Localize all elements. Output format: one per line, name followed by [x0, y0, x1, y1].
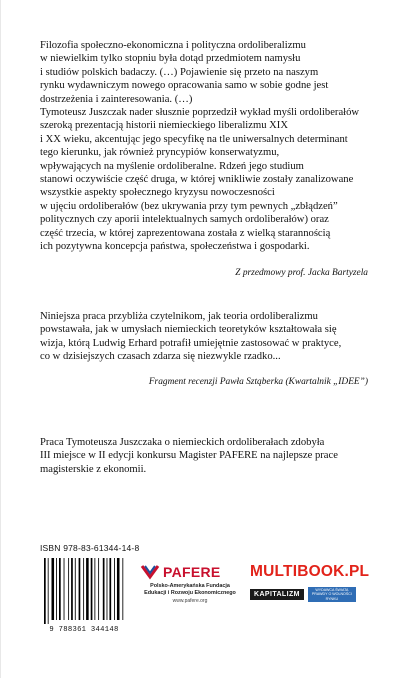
quote-line: w ujęciu ordoliberałów (bez ukrywania przy tym pewnych „zbłądzeń”: [40, 200, 338, 212]
barcode-bar: [94, 558, 95, 620]
page-edge: [0, 0, 1, 678]
award-line: Praca Tymoteusza Juszczaka o niemieckich ordoliberałach zdobyła: [40, 437, 325, 448]
barcode-bar: [122, 558, 123, 620]
quote-line: dostrzeżenia i zainteresowania. (…): [40, 93, 193, 105]
quote-line: ich pozytywna koncepcja państwa, społeczeństwa i gospodarki.: [40, 241, 310, 253]
barcode-bar: [44, 558, 46, 624]
preface-attribution: Z przedmowy prof. Jacka Bartyzela: [235, 268, 368, 278]
barcode-bar: [107, 558, 108, 620]
review-line: wizja, którą Ludwig Erhard potrafił umiejętnie zastosować w praktyce,: [40, 337, 342, 349]
barcode-bar: [59, 558, 61, 620]
barcode-bar: [109, 558, 111, 620]
quote-line: szeroką prezentacją historii niemieckiego liberalizmu XIX: [40, 120, 288, 132]
quote-line: wszystkie aspekty społecznego kryzysu nowoczesności: [40, 187, 275, 199]
award-line: III miejsce w II edycji konkursu Magister PAFERE na najlepsze prace: [40, 450, 338, 462]
quote-line: część trzecia, w której zaprezentowana została z wielką starannością: [40, 227, 331, 239]
barcode-bar: [79, 558, 81, 620]
barcode-bar: [48, 558, 49, 624]
barcode: [40, 556, 128, 640]
pafere-logo: [140, 563, 240, 604]
review-line: powstawała, jak w umysłach niemieckich teoretyków kształtowała się: [40, 324, 337, 336]
review-line: co w dzisiejszych czasach zdarza się niezwykle rzadko...: [40, 351, 281, 363]
barcode-bar: [68, 558, 69, 620]
quote-line: tego kierunku, jak również pryncypiów konserwatyzmu,: [40, 147, 280, 159]
quote-line: i XX wieku, akcentując jego specyfikę na tle uniwersalnych determinant: [40, 133, 348, 145]
intro-quote: [40, 39, 370, 254]
pafere-name: PAFERE: [163, 564, 221, 580]
pafere-subtitle-line: Edukacji i Rozwoju Ekonomicznego: [144, 590, 236, 596]
multibook-logo: [250, 563, 380, 602]
barcode-bar: [83, 558, 84, 620]
barcode-digits: 9 788361 344148: [49, 626, 119, 634]
quote-line: w niewielkim tylko stopniu była dotąd przedmiotem namysłu: [40, 53, 301, 65]
quote-line: Tymoteusz Juszczak nader słusznie poprzedził wykład myśli ordoliberałów: [40, 107, 360, 119]
pafere-emblem-icon: [140, 563, 160, 581]
pafere-subtitle-line: Polsko-Amerykańska Fundacja: [150, 583, 230, 589]
quote-line: i studiów polskich badaczy. (…) Pojawienie się przeto na naszym: [40, 66, 319, 78]
kapitalizm-badge: KAPITALIZM: [250, 589, 304, 600]
quote-line: rynku wydawniczym nowego opracowania samo w sobie godne jest: [40, 80, 329, 92]
quote-line: stanowi oczywiście część druga, w której wnikliwie zostały zanalizowane: [40, 174, 354, 186]
review-attribution: Fragment recenzji Pawła Sztąberka (Kwartalnik „IDEE”): [148, 377, 368, 387]
barcode-bars: [40, 556, 128, 626]
barcode-bar: [103, 558, 105, 620]
barcode-bar: [71, 558, 73, 620]
multibook-name: MULTIBOOK.PL: [250, 563, 370, 580]
barcode-bar: [91, 558, 93, 620]
barcode-bar: [98, 558, 99, 620]
quote-line: Filozofia społeczno-ekonomiczna i polityczna ordoliberalizmu: [40, 40, 306, 51]
barcode-bar: [64, 558, 65, 620]
kapitalizm-tagline: WYDAWCA ŚWIATA PRAWDY O WOLNOŚCI RYNKU: [308, 587, 356, 602]
isbn-label: ISBN 978-83-61344-14-8: [40, 543, 140, 553]
quote-line: politycznych czy aporii intelektualnych samych ordoliberałów) oraz: [40, 214, 329, 226]
barcode-bar: [75, 558, 76, 620]
barcode-bar: [86, 558, 89, 620]
award-line: magisterskie z ekonomii.: [40, 463, 147, 475]
barcode-bar: [117, 558, 120, 620]
review-line: Niniejsza praca przybliża czytelnikom, jak teoria ordoliberalizmu: [40, 311, 318, 322]
award-note: [40, 436, 370, 476]
pafere-url: www.pafere.org: [172, 598, 208, 604]
pafere-subtitle: [140, 583, 240, 597]
barcode-bar: [52, 558, 55, 620]
barcode-bar: [114, 558, 115, 620]
review-quote: [40, 310, 370, 364]
barcode-bar: [56, 558, 57, 620]
kapitalizm-row: [250, 587, 380, 602]
quote-line: wpływających na myślenie ordoliberalne. Rdzeń jego studium: [40, 160, 304, 172]
